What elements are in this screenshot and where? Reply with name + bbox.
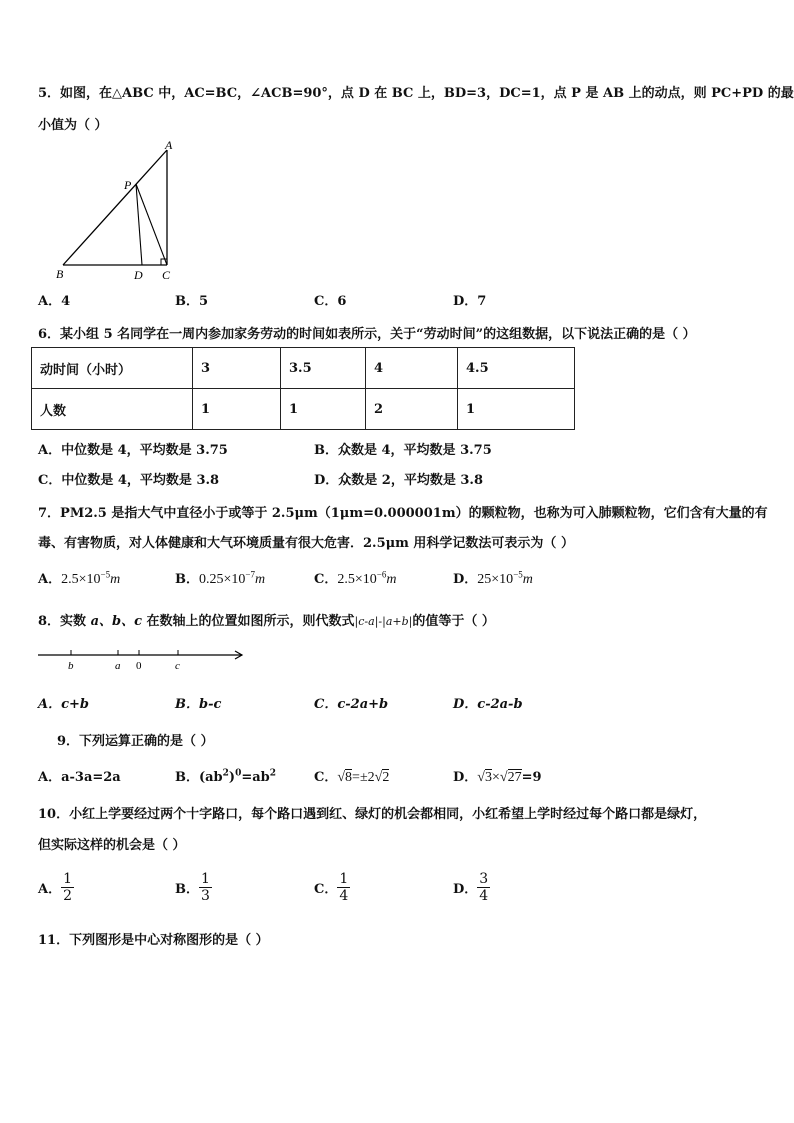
q8-option-a[interactable]: A．c+b (38, 697, 89, 712)
label-c: C (162, 268, 171, 280)
option-letter: B． (175, 572, 199, 587)
option-letter: C． (314, 572, 338, 587)
table-row (32, 348, 575, 389)
radicand: 27 (507, 770, 522, 785)
q9-option-d[interactable] (453, 766, 542, 786)
q8-stem-mid: 在数轴上的位置如图所示，则代数式 (142, 614, 355, 629)
q9-option-c-mid: =±2 (352, 770, 375, 785)
fraction (337, 871, 350, 904)
table-cell: 1 (458, 389, 575, 430)
sci-exponent: −5 (100, 569, 111, 580)
option-letter: A． (38, 572, 62, 587)
q6-data-table (31, 347, 575, 430)
sci-mantissa: 2.5×10 (61, 572, 101, 587)
numerator: 1 (339, 871, 349, 887)
q8-option-d[interactable]: D．c-2a-b (453, 697, 523, 712)
denominator: 2 (63, 888, 73, 904)
q5-triangle-figure (50, 138, 190, 280)
sci-mantissa: 0.25×10 (199, 572, 246, 587)
table-cell: 4.5 (458, 348, 575, 389)
q6-option-a[interactable]: A．中位数是 4，平均数是 3.75 (38, 443, 228, 458)
table-cell: 人数 (32, 389, 193, 430)
fraction (61, 871, 74, 904)
q5-option-b[interactable]: B．5 (175, 294, 209, 309)
segment-ab (63, 150, 167, 265)
table-cell: 动时间（小时） (32, 348, 193, 389)
label-a: A (165, 138, 173, 152)
numerator: 3 (479, 871, 489, 887)
q7-option-c[interactable] (314, 568, 396, 588)
exponent: 0 (235, 768, 242, 779)
exponent: 2 (269, 768, 277, 779)
radical-sign: √ (337, 770, 346, 785)
q10-stem-line2: 但实际这样的机会是（ ） (38, 838, 186, 853)
label-p: P (124, 178, 132, 192)
option-letter: D． (453, 882, 478, 897)
q9-option-d-result: =9 (521, 770, 542, 785)
q10-option-c[interactable] (314, 871, 350, 904)
table-cell: 3.5 (281, 348, 366, 389)
q5-option-a[interactable]: A．4 (38, 294, 71, 309)
axis-label-b: b (68, 660, 74, 672)
radicand: 2 (382, 770, 390, 785)
denominator: 4 (479, 888, 489, 904)
numerator: 1 (201, 871, 210, 887)
q7-option-d[interactable] (453, 568, 533, 588)
unit: m (254, 572, 266, 587)
q5-option-c[interactable]: C．6 (314, 294, 347, 309)
table-cell: 2 (366, 389, 458, 430)
unit: m (386, 572, 397, 587)
radicand: 3 (484, 770, 492, 785)
q8-stem-prefix: 8．实数 (38, 614, 91, 629)
denominator: 3 (201, 888, 210, 904)
q6-option-b[interactable]: B．众数是 4，平均数是 3.75 (314, 443, 492, 458)
table-cell: 1 (281, 389, 366, 430)
label-d: D (134, 268, 143, 280)
table-cell: 4 (366, 348, 458, 389)
q8-stem-suffix: 的值等于（ ） (412, 614, 495, 629)
axis-label-zero: 0 (136, 660, 142, 672)
table-row (32, 389, 575, 430)
q5-stem-line2: 小值为（ ） (38, 118, 108, 133)
q8-stem (38, 610, 495, 629)
q10-option-b[interactable] (175, 871, 212, 904)
sci-exponent: −5 (513, 569, 523, 580)
sci-exponent: −7 (245, 569, 255, 580)
option-letter: C． (314, 770, 338, 785)
q8-number-line (36, 645, 248, 675)
denominator: 4 (339, 888, 349, 904)
q5-option-d[interactable]: D．7 (453, 294, 487, 309)
q9-option-c[interactable] (314, 766, 389, 786)
unit: m (110, 572, 121, 587)
fraction (199, 871, 212, 904)
sci-mantissa: 25×10 (477, 572, 514, 587)
q10-stem-line1: 10．小红上学要经过两个十字路口，每个路口遇到红、绿灯的机会都相同，小红希望上学时经过每个路口都是绿灯， (38, 807, 707, 822)
sci-mantissa: 2.5×10 (337, 572, 377, 587)
q9-option-a[interactable]: A．a-3a=2a (38, 770, 121, 785)
table-cell: 3 (193, 348, 281, 389)
sci-exponent: −6 (376, 569, 387, 580)
fraction (477, 871, 490, 904)
table-cell: 1 (193, 389, 281, 430)
option-letter: C． (314, 882, 338, 897)
label-b: B (56, 267, 64, 280)
numerator: 1 (63, 871, 73, 887)
exponent: 2 (222, 768, 229, 779)
q9-option-b[interactable] (175, 766, 276, 785)
q6-stem: 6．某小组 5 名同学在一周内参加家务劳动的时间如表所示，关于“劳动时间”的这组数据，以下说法正确的是（ ） (38, 327, 696, 342)
q5-stem-line1: 5．如图，在△ABC 中，AC=BC，∠ACB=90°，点 D 在 BC 上，BD=3，DC=1，点 P 是 AB 上的动点，则 PC+PD 的最 (38, 86, 794, 101)
q9-option-b-base: B．(ab (175, 770, 223, 785)
q6-option-d[interactable]: D．众数是 2，平均数是 3.8 (314, 473, 483, 488)
paren-close: ) (228, 770, 236, 785)
option-letter: D． (453, 770, 478, 785)
q8-option-b[interactable]: B．b-c (175, 697, 222, 712)
q10-option-d[interactable] (453, 871, 490, 904)
q7-option-b[interactable] (175, 568, 265, 588)
unit: m (522, 572, 533, 587)
option-letter: A． (38, 882, 62, 897)
q7-stem-line1: 7．PM2.5 是指大气中直径小于或等于 2.5μm（1μm=0.000001m）的颗粒物，也称为可入肺颗粒物，它们含有大量的有 (38, 506, 768, 521)
radical-sign: √ (374, 770, 383, 785)
q9-option-b-rhs: =ab (241, 770, 270, 785)
q11-stem: 11．下列图形是中心对称图形的是（ ） (38, 933, 269, 948)
radicand: 8 (345, 770, 353, 785)
times-sign: × (491, 770, 500, 785)
option-letter: B． (175, 882, 199, 897)
q9-stem: 9．下列运算正确的是（ ） (57, 734, 214, 749)
axis-label-a: a (115, 660, 121, 672)
axis-label-c: c (175, 660, 180, 672)
q7-stem-line2: 毒、有害物质，对人体健康和大气环境质量有很大危害．2.5μm 用科学记数法可表示为（ ） (38, 536, 574, 551)
q7-option-a[interactable] (38, 568, 120, 588)
option-letter: D． (453, 572, 478, 587)
q8-option-c[interactable]: C．c-2a+b (314, 697, 389, 712)
radical-sign: √ (477, 770, 485, 785)
q10-option-a[interactable] (38, 871, 74, 904)
q6-option-c[interactable]: C．中位数是 4，平均数是 3.8 (38, 473, 220, 488)
q8-stem-vars: a、b、c (90, 614, 143, 629)
radical-sign: √ (499, 770, 508, 785)
q8-stem-expression: |c-a|-|a+b| (354, 615, 413, 628)
